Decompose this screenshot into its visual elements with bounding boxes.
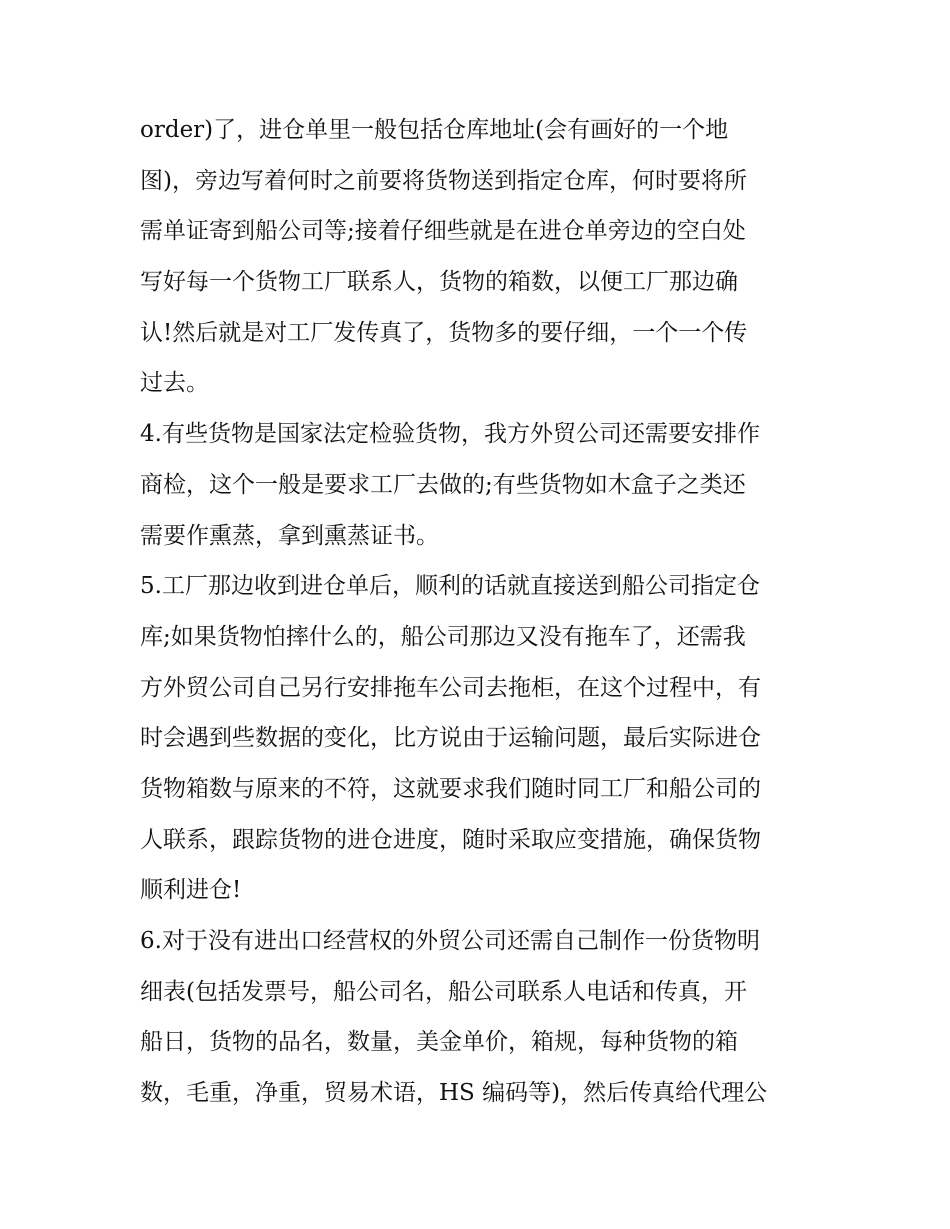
- text-line: 商检，这个一般是要求工厂去做的;有些货物如木盒子之类还: [140, 471, 746, 498]
- text-line: 需要作熏蒸，拿到熏蒸证书。: [140, 522, 439, 549]
- text-line: 顺利进仓!: [140, 877, 242, 904]
- text-line: 细表(包括发票号，船公司名，船公司联系人电话和传真，开: [140, 978, 747, 1005]
- text-line: 库;如果货物怕摔什么的，船公司那边又没有拖车了，还需我: [140, 623, 746, 650]
- text-line: 过去。: [140, 370, 209, 397]
- text-line: 认!然后就是对工厂发传真了，货物多的要仔细，一个一个传: [140, 319, 748, 346]
- text-line: 人联系，跟踪货物的进仓进度，随时采取应变措施，确保货物: [140, 826, 761, 853]
- text-line: order)了，进仓单里一般包括仓库地址(会有画好的一个地: [140, 117, 729, 143]
- text-line: 4.有些货物是国家法定检验货物，我方外贸公司还需要安排作: [140, 421, 760, 448]
- text-line: 时会遇到些数据的变化，比方说由于运输问题，最后实际进仓: [140, 725, 761, 752]
- text-line: 货物箱数与原来的不符，这就要求我们随时同工厂和船公司的: [140, 775, 761, 802]
- text-line: 需单证寄到船公司等;接着仔细些就是在进仓单旁边的空白处: [140, 218, 746, 245]
- text-line: 图)，旁边写着何时之前要将货物送到指定仓库，何时要将所: [140, 167, 747, 194]
- text-line: 5.工厂那边收到进仓单后，顺利的话就直接送到船公司指定仓: [140, 573, 760, 600]
- text-line: 6.对于没有进出口经营权的外贸公司还需自己制作一份货物明: [140, 928, 760, 954]
- text-line: 船日，货物的品名，数量，美金单价，箱规，每种货物的箱: [140, 1029, 738, 1056]
- body-text: [140, 105, 830, 1119]
- text-line: 写好每一个货物工厂联系人，货物的箱数，以便工厂那边确: [140, 269, 738, 296]
- text-line: 方外贸公司自己另行安排拖车公司去拖柜，在这个过程中，有: [140, 674, 761, 701]
- text-line: 数，毛重，净重，贸易术语，HS 编码等)，然后传真给代理公: [140, 1080, 768, 1107]
